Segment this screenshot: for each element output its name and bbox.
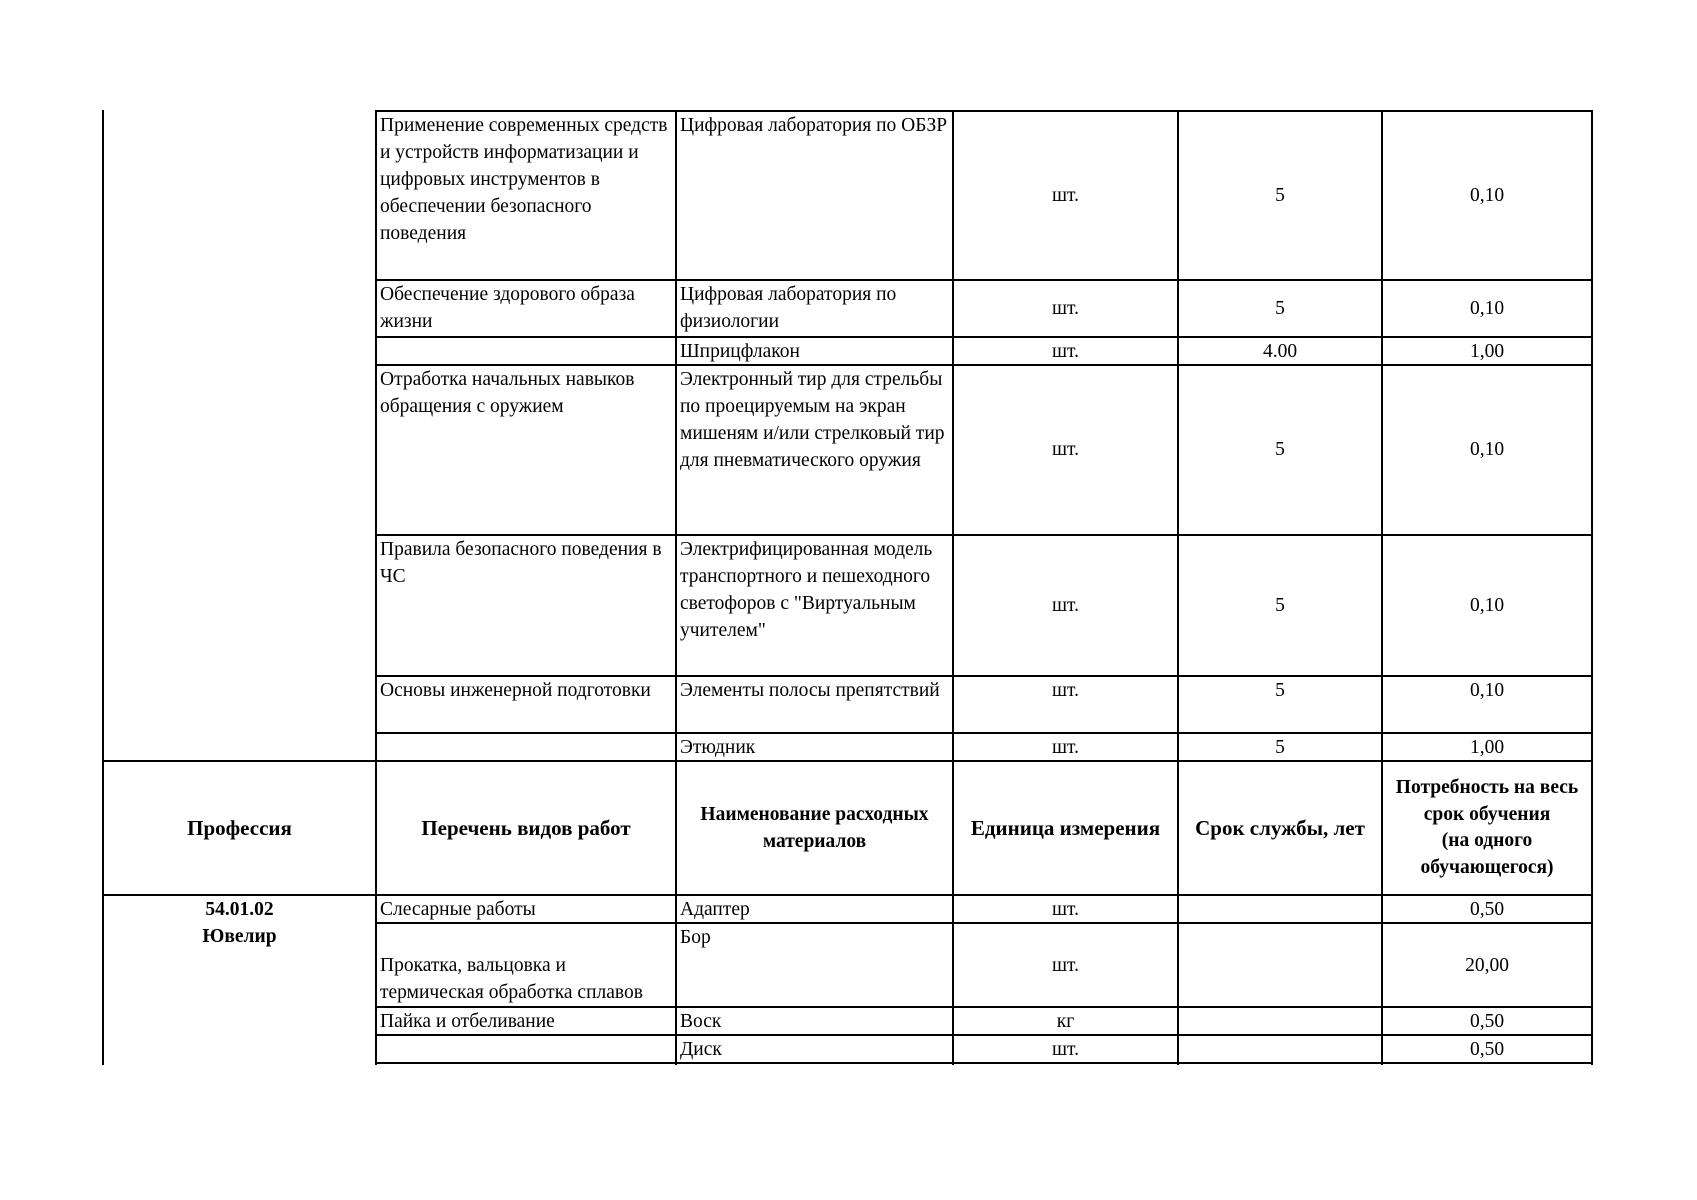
material-cell: Элементы полосы препятствий	[680, 680, 940, 701]
life-cell: 4.00	[1262, 341, 1298, 362]
life-cell: 5	[1275, 680, 1285, 701]
work-cell: Пайка и отбеливание	[380, 1011, 555, 1032]
work-cell: Правила безопасного поведения в ЧС	[380, 539, 662, 587]
unit-cell: шт.	[1052, 185, 1079, 206]
unit-cell: шт.	[1052, 955, 1079, 976]
unit-cell: шт.	[1052, 680, 1079, 701]
life-cell: 5	[1275, 737, 1285, 758]
need-cell: 0,10	[1469, 680, 1505, 701]
material-cell: Адаптер	[680, 899, 750, 920]
unit-cell: шт.	[1052, 899, 1079, 920]
unit-cell: кг	[1056, 1011, 1075, 1032]
unit-cell: шт.	[1052, 439, 1079, 460]
material-cell: Воск	[680, 1011, 722, 1032]
need-cell: 1,00	[1469, 737, 1505, 758]
work-cell: Отработка начальных навыков обращения с оружием	[380, 369, 635, 417]
life-cell: 5	[1275, 439, 1285, 460]
material-cell: Электронный тир для стрельбы по проецируемым на экран мишеням и/или стрелковый тир для пневматического оружия	[680, 369, 945, 471]
need-cell: 0,10	[1469, 595, 1505, 616]
header-works: Перечень видов работ	[421, 815, 631, 840]
work-cell: Слесарные работы	[380, 899, 536, 920]
material-cell: Этюдник	[680, 737, 756, 758]
material-cell: Бор	[680, 927, 711, 948]
material-cell: Шприцфлакон	[680, 341, 800, 362]
material-cell: Электрифицированная модель транспортного и пешеходного светофоров с "Виртуальным учителем"	[680, 539, 933, 641]
header-materials: Наименование расходных материалов	[700, 804, 929, 852]
header-profession: Профессия	[187, 815, 292, 840]
unit-cell: шт.	[1052, 595, 1079, 616]
need-cell: 0,10	[1469, 439, 1505, 460]
need-cell: 0,50	[1469, 1011, 1505, 1032]
unit-cell: шт.	[1052, 737, 1079, 758]
life-cell: 5	[1275, 298, 1285, 319]
need-cell: 20,00	[1465, 955, 1509, 976]
work-cell: Прокатка, вальцовка и термическая обработка сплавов	[380, 955, 643, 1003]
life-cell: 5	[1275, 185, 1285, 206]
need-cell: 0,10	[1469, 298, 1505, 319]
need-cell: 1,00	[1469, 341, 1505, 362]
work-cell: Применение современных средств и устройств информатизации и цифровых инструментов в обеспечении безопасного поведения	[380, 115, 668, 244]
need-cell: 0,50	[1469, 1039, 1505, 1060]
header-life: Срок службы, лет	[1195, 815, 1365, 840]
material-cell: Цифровая лаборатория по ОБЗР	[680, 115, 948, 136]
material-cell: Цифровая лаборатория по физиологии	[680, 284, 897, 332]
unit-cell: шт.	[1052, 341, 1079, 362]
work-cell: Основы инженерной подготовки	[380, 680, 651, 701]
profession-name: Ювелир	[202, 926, 277, 947]
profession-code: 54.01.02	[205, 899, 274, 920]
unit-cell: шт.	[1052, 298, 1079, 319]
header-unit: Единица измерения	[970, 815, 1161, 840]
work-cell: Обеспечение здорового образа жизни	[380, 284, 635, 332]
need-cell: 0,10	[1469, 185, 1505, 206]
material-cell: Диск	[680, 1039, 722, 1060]
header-need: Потребность на весь срок обучения (на одного обучающегося)	[1395, 777, 1579, 878]
life-cell: 5	[1275, 595, 1285, 616]
need-cell: 0,50	[1469, 899, 1505, 920]
unit-cell: шт.	[1052, 1039, 1079, 1060]
